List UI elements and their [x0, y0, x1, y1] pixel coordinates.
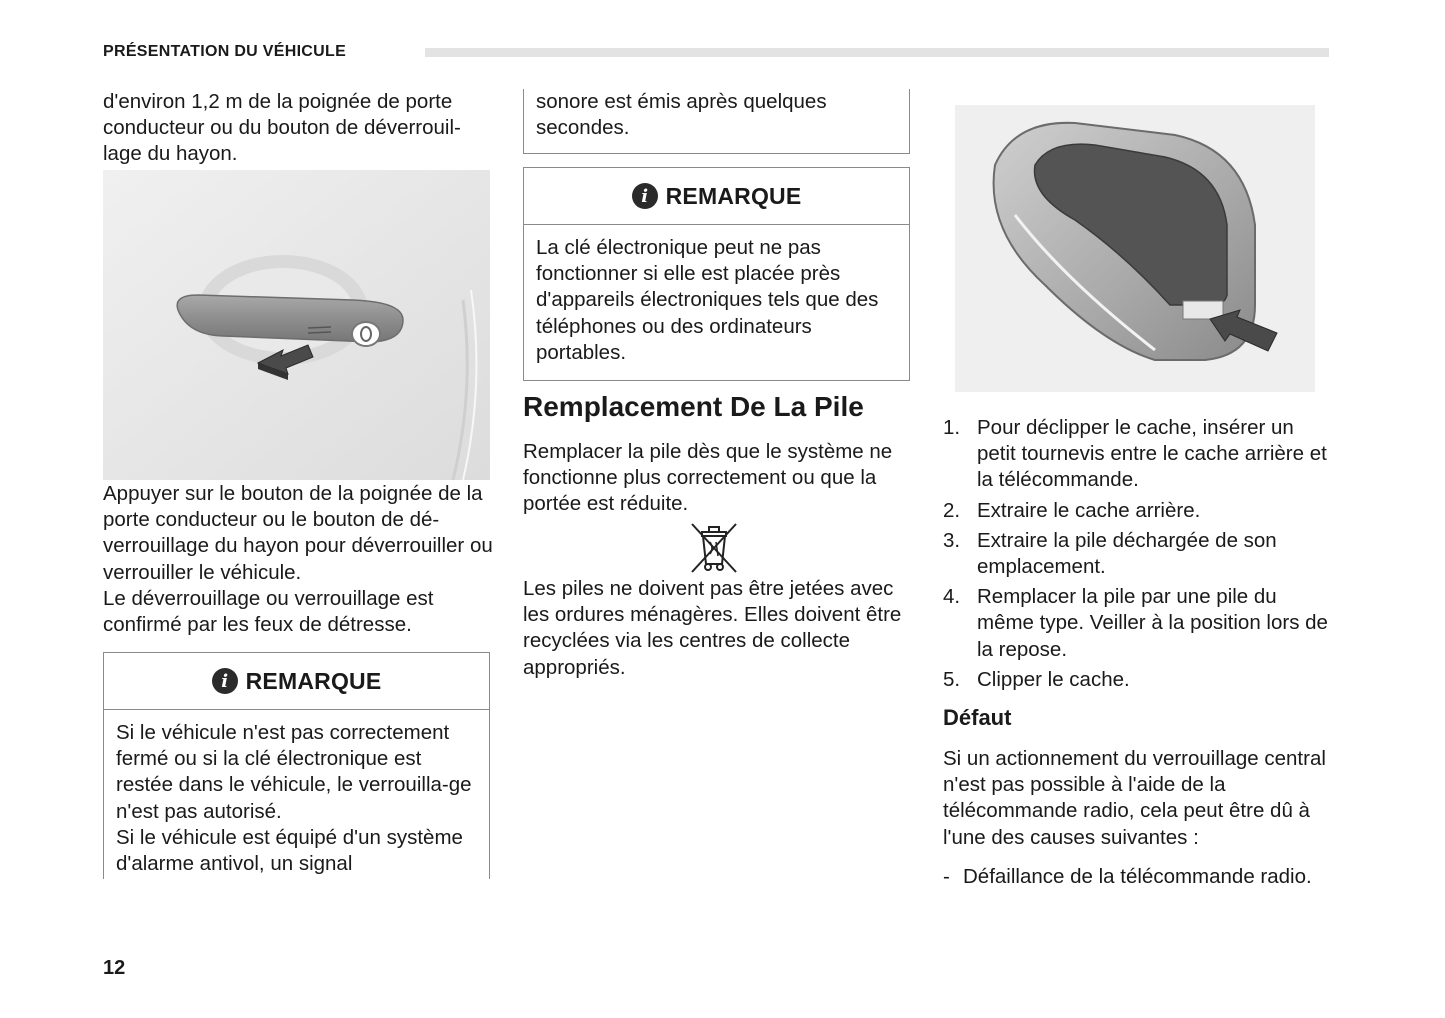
battery-disposal-text: Les piles ne doivent pas être jetées avec les ordures ménagères. Elles doivent être recyclées via les centres de collecte appropriés.: [523, 577, 902, 679]
step-number: 4.: [943, 585, 961, 609]
list-item: [943, 415, 1333, 494]
list-item: [943, 584, 1333, 663]
col1-body-paragraph-1: Appuyer sur le bouton de la poignée de la porte conducteur ou le bouton de dé-verrouillage du hayon pour déverrouiller ou verrouiller le véhicule.: [103, 482, 493, 584]
step-number: 1.: [943, 416, 961, 439]
note-title: REMARQUE: [665, 182, 802, 209]
remarque-note-1: [103, 652, 490, 879]
bullet-dash: -: [943, 865, 950, 888]
key-fob-illustration: [955, 105, 1315, 392]
crossed-out-bin-icon: [688, 520, 740, 576]
note-header: [104, 653, 489, 710]
bullet-text: Défaillance de la télécommande radio.: [963, 865, 1312, 888]
step-text: Extraire le cache arrière.: [977, 498, 1201, 522]
door-handle-drawing: [103, 170, 490, 480]
info-icon: i: [632, 183, 658, 209]
header-rule: [425, 48, 1329, 57]
info-icon: i: [212, 668, 238, 694]
page-number: 12: [103, 957, 126, 979]
note-title: REMARQUE: [245, 667, 382, 694]
section-title: Remplacement De La Pile: [523, 391, 864, 422]
list-item: [943, 528, 1333, 580]
step-text: Remplacer la pile par une pile du même type. Veiller à la position lors de la repose.: [977, 585, 1328, 661]
step-number: 2.: [943, 498, 961, 522]
defaut-text: Si un actionnement du verrouillage central n'est pas possible à l'aide de la télécommande radio, cela peut être dû à l'une des causes suivantes :: [943, 747, 1326, 849]
key-fob-drawing: [955, 105, 1315, 392]
step-text: Pour déclipper le cache, insérer un petit tournevis entre le cache arrière et la télécommande.: [977, 416, 1327, 492]
step-number: 3.: [943, 528, 961, 552]
col1-body-paragraph-2: Le déverrouillage ou verrouillage est confirmé par les feux de détresse.: [103, 586, 434, 637]
running-header: PRÉSENTATION DU VÉHICULE: [103, 43, 347, 60]
steps-list: [943, 415, 1333, 697]
step-text: Clipper le cache.: [977, 667, 1130, 691]
note-text-2: Si le véhicule est équipé d'un système d'alarme antivol, un signal: [116, 825, 463, 876]
list-item: [943, 667, 1333, 693]
list-item: [943, 498, 1333, 524]
door-handle-illustration: [103, 170, 490, 480]
col1-intro-text: d'environ 1,2 m de la poignée de porte conducteur ou du bouton de déverrouil-lage du hayon.: [103, 90, 461, 166]
bullet-item: [943, 864, 1328, 890]
subheading-defaut: Défaut: [943, 705, 1012, 730]
step-text: Extraire la pile déchargée de son emplacement.: [977, 528, 1277, 579]
battery-replace-text: Remplacer la pile dès que le système ne fonctionne plus correctement ou que la portée est réduite.: [523, 440, 893, 516]
continued-note-box: [523, 89, 910, 154]
note-body: La clé électronique peut ne pas fonctionner si elle est placée près d'appareils électroniques tels que des téléphones ou des ordinateurs portables.: [536, 236, 879, 364]
col1-body-text: [103, 481, 498, 638]
remarque-note-2: [523, 167, 910, 381]
note-header: [524, 168, 909, 225]
note-body: [104, 710, 489, 879]
step-number: 5.: [943, 667, 961, 691]
continued-note-text: sonore est émis après quelques secondes.: [536, 90, 827, 140]
note-text-1: Si le véhicule n'est pas correctement fermé ou si la clé électronique est restée dans le véhicule, le verrouilla-ge n'est pas autorisé.: [116, 721, 472, 823]
